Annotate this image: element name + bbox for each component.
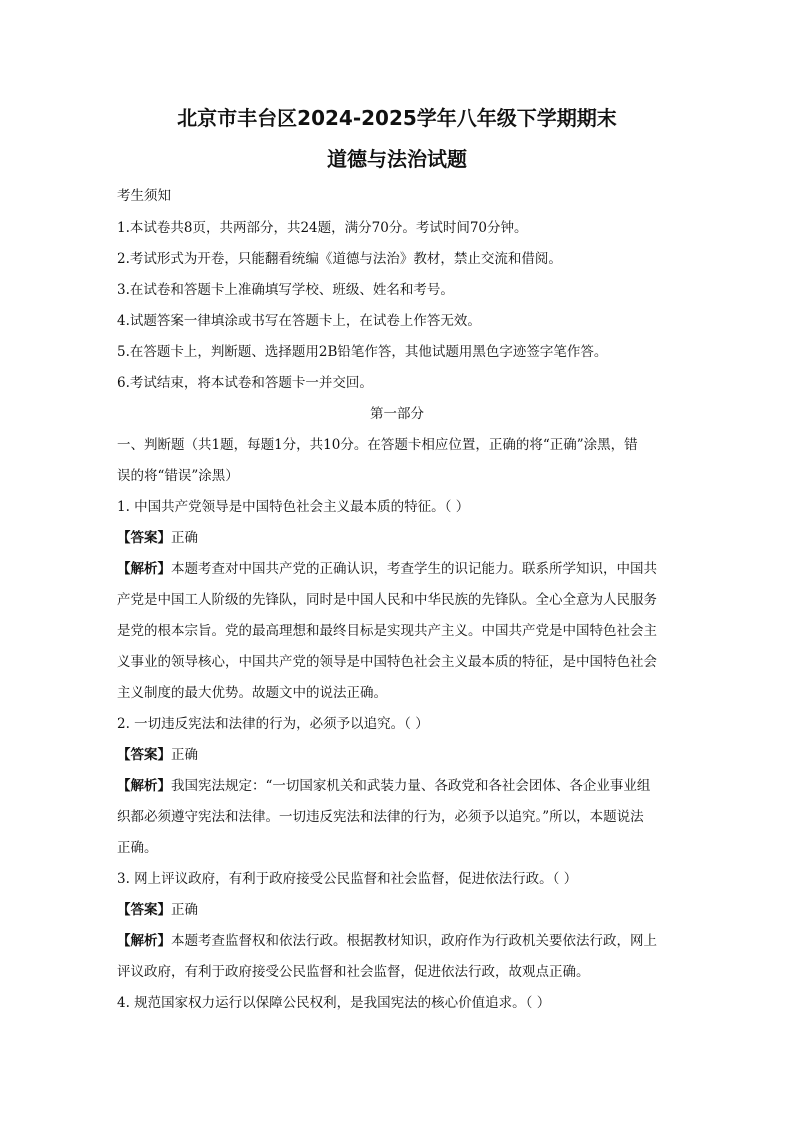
notice-item: 2.考试形式为开卷，只能翻看统编《道德与法治》教材，禁止交流和借阅。 (117, 251, 562, 267)
notice-item: 6.考试结束，将本试卷和答题卡一并交回。 (117, 375, 373, 391)
part-heading: 第一部分 (370, 406, 424, 422)
notice-item: 1.本试卷共8页，共两部分，共24题，满分70分。考试时间70分钟。 (117, 220, 528, 236)
question-stem: 3. 网上评议政府，有利于政府接受公民监督和社会监督，促进依法行政。（ ） (117, 871, 578, 887)
answer-line (117, 528, 677, 548)
section-intro: 误的将“错误”涂黑） (117, 468, 239, 484)
question-stem: 2. 一切违反宪法和法律的行为，必须予以追究。（ ） (117, 716, 429, 732)
answer-value: 正确 (171, 530, 198, 546)
analysis-tag: 【解析】 (117, 778, 171, 794)
analysis-text: 我国宪法规定：“一切国家机关和武装力量、各政党和各社会团体、各企业事业组 (171, 778, 651, 794)
answer-value: 正确 (171, 902, 198, 918)
question-stem: 1. 中国共产党领导是中国特色社会主义最本质的特征。（ ） (117, 499, 470, 515)
analysis-line: 正确。 (117, 840, 158, 856)
answer-line (117, 900, 677, 920)
analysis-text: 本题考查对中国共产党的正确认识，考查学生的识记能力。联系所学知识，中国共 (171, 561, 657, 577)
answer-tag: 【答案】 (117, 902, 171, 918)
analysis-line: 是党的根本宗旨。党的最高理想和最终目标是实现共产主义。中国共产党是中国特色社会主 (117, 623, 657, 639)
analysis-line: 织都必须遵守宪法和法律。一切违反宪法和法律的行为，必须予以追究。”所以，本题说法 (117, 809, 644, 825)
answer-line (117, 745, 677, 765)
analysis-line: 产党是中国工人阶级的先锋队，同时是中国人民和中华民族的先锋队。全心全意为人民服务 (117, 592, 657, 608)
notice-item: 5.在答题卡上，判断题、选择题用2B铅笔作答，其他试题用黑色字迹签字笔作答。 (117, 344, 608, 360)
page-title: 北京市丰台区2024-2025学年八年级下学期期末 (177, 106, 617, 130)
analysis-line: 评议政府，有利于政府接受公民监督和社会监督，促进依法行政，故观点正确。 (117, 964, 590, 980)
page-subtitle: 道德与法治试题 (327, 147, 467, 171)
analysis-line (117, 931, 677, 951)
question-stem: 4. 规范国家权力运行以保障公民权利，是我国宪法的核心价值追求。（ ） (117, 995, 551, 1011)
answer-tag: 【答案】 (117, 747, 171, 763)
analysis-line (117, 776, 677, 796)
notice-item: 3.在试卷和答题卡上准确填写学校、班级、姓名和考号。 (117, 282, 454, 298)
analysis-text: 本题考查监督权和依法行政。根据教材知识，政府作为行政机关要依法行政，网上 (171, 933, 657, 949)
notice-heading: 考生须知 (117, 188, 171, 204)
analysis-line: 义事业的领导核心，中国共产党的领导是中国特色社会主义最本质的特征，是中国特色社会 (117, 654, 657, 670)
answer-value: 正确 (171, 747, 198, 763)
section-intro: 一、判断题（共1题，每题1分，共10分。在答题卡相应位置，正确的将“正确”涂黑，错 (117, 437, 638, 453)
analysis-tag: 【解析】 (117, 933, 171, 949)
analysis-line (117, 559, 677, 579)
answer-tag: 【答案】 (117, 530, 171, 546)
analysis-line: 主义制度的最大优势。故题文中的说法正确。 (117, 685, 387, 701)
analysis-tag: 【解析】 (117, 561, 171, 577)
notice-item: 4.试题答案一律填涂或书写在答题卡上，在试卷上作答无效。 (117, 313, 481, 329)
